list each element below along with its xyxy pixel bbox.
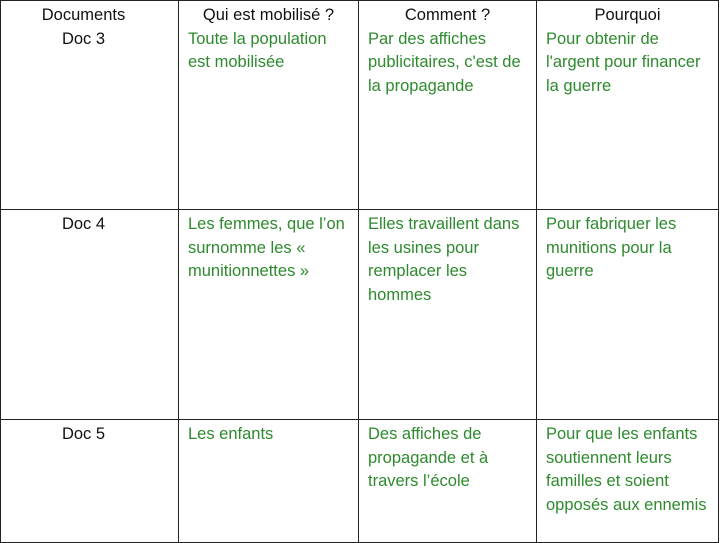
- column-header-pourquoi: Pourquoi: [594, 6, 661, 24]
- table-cell-pourquoi: [537, 210, 719, 420]
- table-cell-qui: [179, 420, 359, 543]
- table-cell-qui: [179, 210, 359, 420]
- table-cell-comment: [359, 420, 537, 543]
- answer-pourquoi-doc5: Pour que les enfants soutiennent leurs familles et soient opposés aux ennemis: [546, 425, 707, 514]
- answer-qui-doc5: Les enfants: [188, 425, 274, 443]
- answer-qui-doc3: Toute la population est mobilisée: [188, 29, 327, 71]
- table-cell-comment: [359, 210, 537, 420]
- answer-comment-doc4: Elles travaillent dans les usines pour remplacer les hommes: [368, 215, 520, 304]
- table-cell-comment: [359, 1, 537, 210]
- table-cell-documents: [1, 420, 179, 543]
- table-cell-pourquoi: [537, 420, 719, 543]
- doc-label-3: Doc 3: [61, 29, 106, 48]
- table-row-doc5: [1, 420, 719, 543]
- table-cell-qui: [179, 1, 359, 210]
- answer-qui-doc4: Les femmes, que l’on surnomme les « munitionnettes »: [188, 215, 345, 280]
- doc-label-5: Doc 5: [61, 425, 106, 443]
- table-cell-documents: [1, 1, 179, 210]
- table-cell-pourquoi: [537, 1, 719, 210]
- table-row-doc4: [1, 210, 719, 420]
- table-cell-documents: [1, 210, 179, 420]
- column-header-comment: Comment ?: [404, 6, 491, 24]
- column-header-documents: Documents: [41, 6, 126, 24]
- answer-pourquoi-doc3: Pour obtenir de l'argent pour financer la guerre: [546, 29, 701, 95]
- doc-label-4: Doc 4: [61, 215, 106, 233]
- table-row-doc3: [1, 1, 719, 210]
- answer-comment-doc5: Des affiches de propagande et à travers l’école: [368, 425, 489, 490]
- answer-pourquoi-doc4: Pour fabriquer les munitions pour la guerre: [546, 215, 677, 280]
- answer-comment-doc3: Par des affiches publicitaires, c'est de la propagande: [368, 29, 521, 95]
- column-header-qui: Qui est mobilisé ?: [202, 6, 335, 24]
